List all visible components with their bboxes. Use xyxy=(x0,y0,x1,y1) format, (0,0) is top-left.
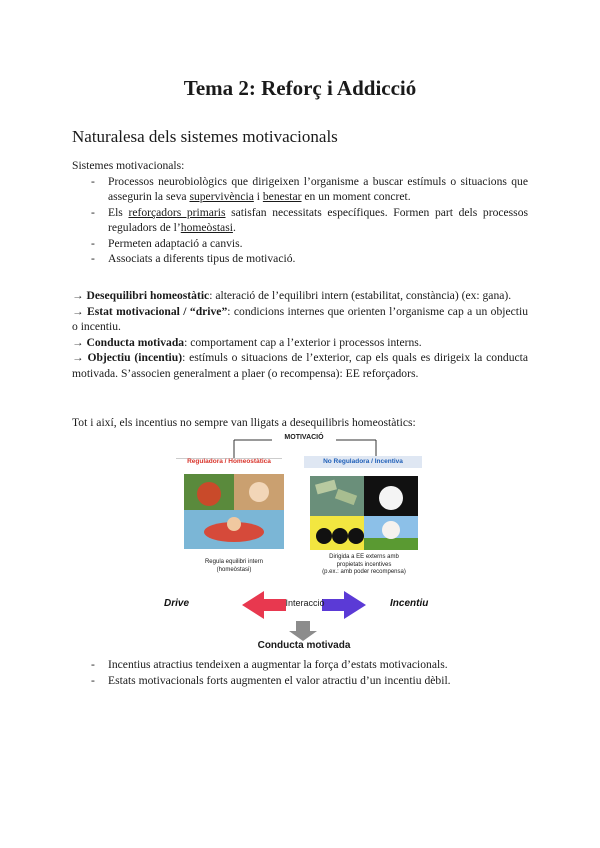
section-title: Naturalesa dels sistemes motivacionals xyxy=(72,127,338,146)
incentive-label: Incentiu xyxy=(390,598,429,609)
incentive-bullets xyxy=(72,657,528,688)
drive-label: Drive xyxy=(164,598,190,609)
left-caption-line: (homeòstasi) xyxy=(216,567,252,573)
page-title: Tema 2: Reforç i Addicció xyxy=(183,76,417,100)
incentive-photos-image xyxy=(310,476,418,550)
definition-desc: : condicions internes que orienten l’organisme cap a un objectiu o incentiu. xyxy=(72,304,528,333)
lead-text: Tot i així, els incentius no sempre van lligats a desequilibris homeostàtics: xyxy=(72,416,416,429)
down-arrow-icon xyxy=(289,621,317,641)
intro-label: Sistemes motivacionals: xyxy=(72,159,185,172)
underlined-term: reforçadors primaris xyxy=(128,205,226,219)
underlined-term: benestar xyxy=(262,190,302,203)
arrow-icon: → xyxy=(72,304,87,318)
left-header: Reguladora / Homeostàtica xyxy=(187,458,271,465)
definition-term: Conducta motivada xyxy=(86,335,185,349)
list-item xyxy=(72,205,528,236)
definition-term: Estat motivacional / “drive” xyxy=(86,304,228,318)
motivation-figure xyxy=(164,432,444,652)
bullet-text: Processos neurobiològics que dirigeixen l’organisme a buscar estímuls o situacions que assegurin la seva xyxy=(108,174,528,203)
underlined-term: supervivència xyxy=(189,190,254,203)
right-caption-line: (p.ex.: amb poder recompensa) xyxy=(322,569,406,575)
definition-desc: : estímuls o situacions de l’exterior, cap els quals es dirigeix la conducta motivada. S’associen generalment a plaer (o recompensa): EE reforçadors. xyxy=(72,351,528,380)
underlined-term: homeòstasi xyxy=(180,221,233,234)
list-item: - Incentius atractius tendeixen a augmentar la força d’estats motivacionals. xyxy=(72,657,528,673)
arrow-icon: → xyxy=(72,289,87,302)
bullet-text: en un moment concret. xyxy=(301,190,411,203)
definitions-block xyxy=(72,288,528,381)
bullet-text: Els xyxy=(108,205,129,219)
list-item: - Permeten adaptació a canvis. xyxy=(72,236,528,252)
food-photos-image xyxy=(184,474,284,549)
definition xyxy=(72,288,528,304)
list-item: - Associats a diferents tipus de motivació. xyxy=(72,251,528,267)
list-item xyxy=(72,174,528,205)
right-header: No Reguladora / Incentiva xyxy=(323,458,403,465)
definition xyxy=(72,350,528,381)
definition xyxy=(72,304,528,335)
definition-term: Desequilibri homeostàtic xyxy=(86,289,210,302)
left-caption-line: Regula equilibri intern xyxy=(204,559,264,565)
intro-block xyxy=(72,158,528,267)
definition-desc: : alteració de l’equilibri intern (estabilitat, constància) (ex: gana). xyxy=(209,289,512,302)
right-caption xyxy=(304,554,424,577)
motivation-label: MOTIVACIÓ xyxy=(284,434,324,441)
conducta-label: Conducta motivada xyxy=(257,640,351,651)
bullet-text: . xyxy=(232,221,236,234)
left-caption xyxy=(184,558,284,574)
list-item: - Estats motivacionals forts augmenten el valor atractiu d’un incentiu dèbil. xyxy=(72,673,528,689)
right-caption-line: Dirigida a EE externs amb xyxy=(329,554,399,560)
bullet-text: i xyxy=(253,190,263,203)
arrow-icon: → xyxy=(72,351,88,364)
definition xyxy=(72,335,528,351)
bullet-text: satisfan necessitats específiques. Formen part dels processos reguladors de l’ xyxy=(108,205,528,234)
motivational-bullets xyxy=(72,174,528,267)
right-caption-line: propietats incentives xyxy=(336,561,392,568)
bottom-bullets-block xyxy=(72,657,528,688)
arrow-icon: → xyxy=(72,335,87,349)
interaction-label: Interacció xyxy=(285,598,325,608)
definition-term: Objectiu (incentiu) xyxy=(87,351,183,364)
definition-desc: : comportament cap a l’exterior i processos interns. xyxy=(184,335,422,349)
